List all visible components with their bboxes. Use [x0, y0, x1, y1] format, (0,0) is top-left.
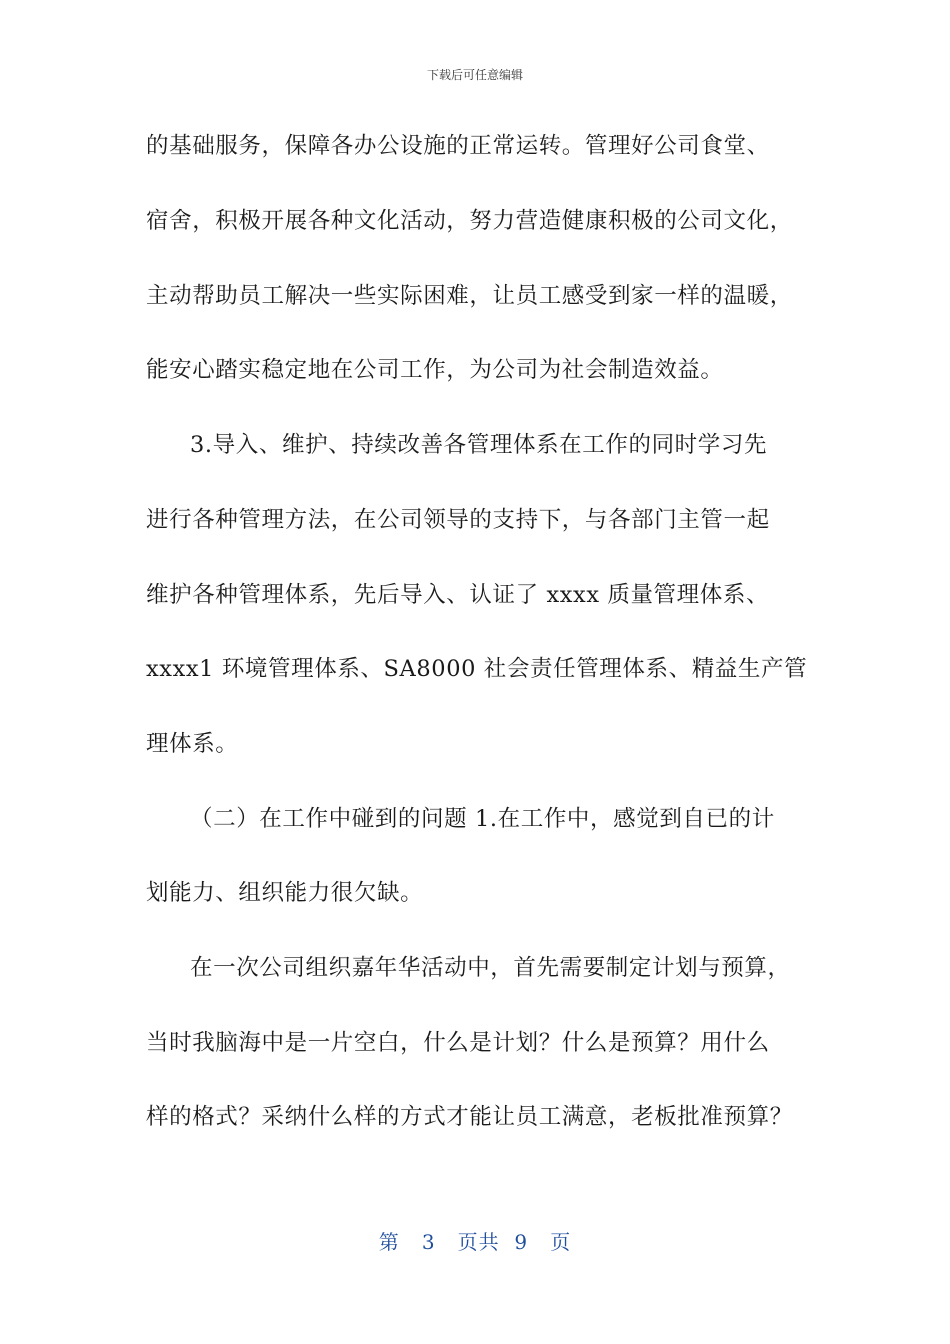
body-line: 样的格式？采纳什么样的方式才能让员工满意，老板批准预算？ — [146, 1104, 793, 1130]
body-line: 划能力、组织能力很欠缺。 — [146, 880, 424, 906]
body-line: 的基础服务，保障各办公设施的正常运转。管理好公司食堂、 — [146, 133, 770, 159]
body-line: 主动帮助员工解决一些实际困难，让员工感受到家一样的温暖， — [146, 283, 793, 309]
body-line: 在一次公司组织嘉年华活动中，首先需要制定计划与预算， — [190, 955, 791, 981]
total-label: 页共 — [457, 1230, 500, 1254]
body-line: 宿舍，积极开展各种文化活动，努力营造健康积极的公司文化， — [146, 208, 793, 234]
body-line: 理体系。 — [146, 731, 239, 757]
body-line: 维护各种管理体系，先后导入、认证了 xxxx 质量管理体系、 — [146, 582, 770, 608]
body-line: 当时我脑海中是一片空白，什么是计划？什么是预算？用什么 — [146, 1030, 770, 1056]
body-line: 3.导入、维护、持续改善各管理体系在工作的同时学习先 — [190, 432, 768, 458]
header-note: 下载后可任意编辑 — [426, 68, 523, 82]
page-label: 第 — [378, 1230, 400, 1254]
current-page-number: 3 — [421, 1230, 436, 1254]
page-footer — [0, 1226, 950, 1255]
body-line: 能安心踏实稳定地在公司工作，为公司为社会制造效益。 — [146, 357, 724, 383]
body-line: xxxx1 环境管理体系、SA8000 社会责任管理体系、精益生产管 — [146, 656, 808, 682]
body-line: （二）在工作中碰到的问题 1.在工作中，感觉到自已的计 — [190, 806, 775, 832]
page-suffix: 页 — [550, 1230, 572, 1254]
body-line: 进行各种管理方法，在公司领导的支持下，与各部门主管一起 — [146, 507, 770, 533]
total-pages-number: 9 — [514, 1230, 529, 1254]
